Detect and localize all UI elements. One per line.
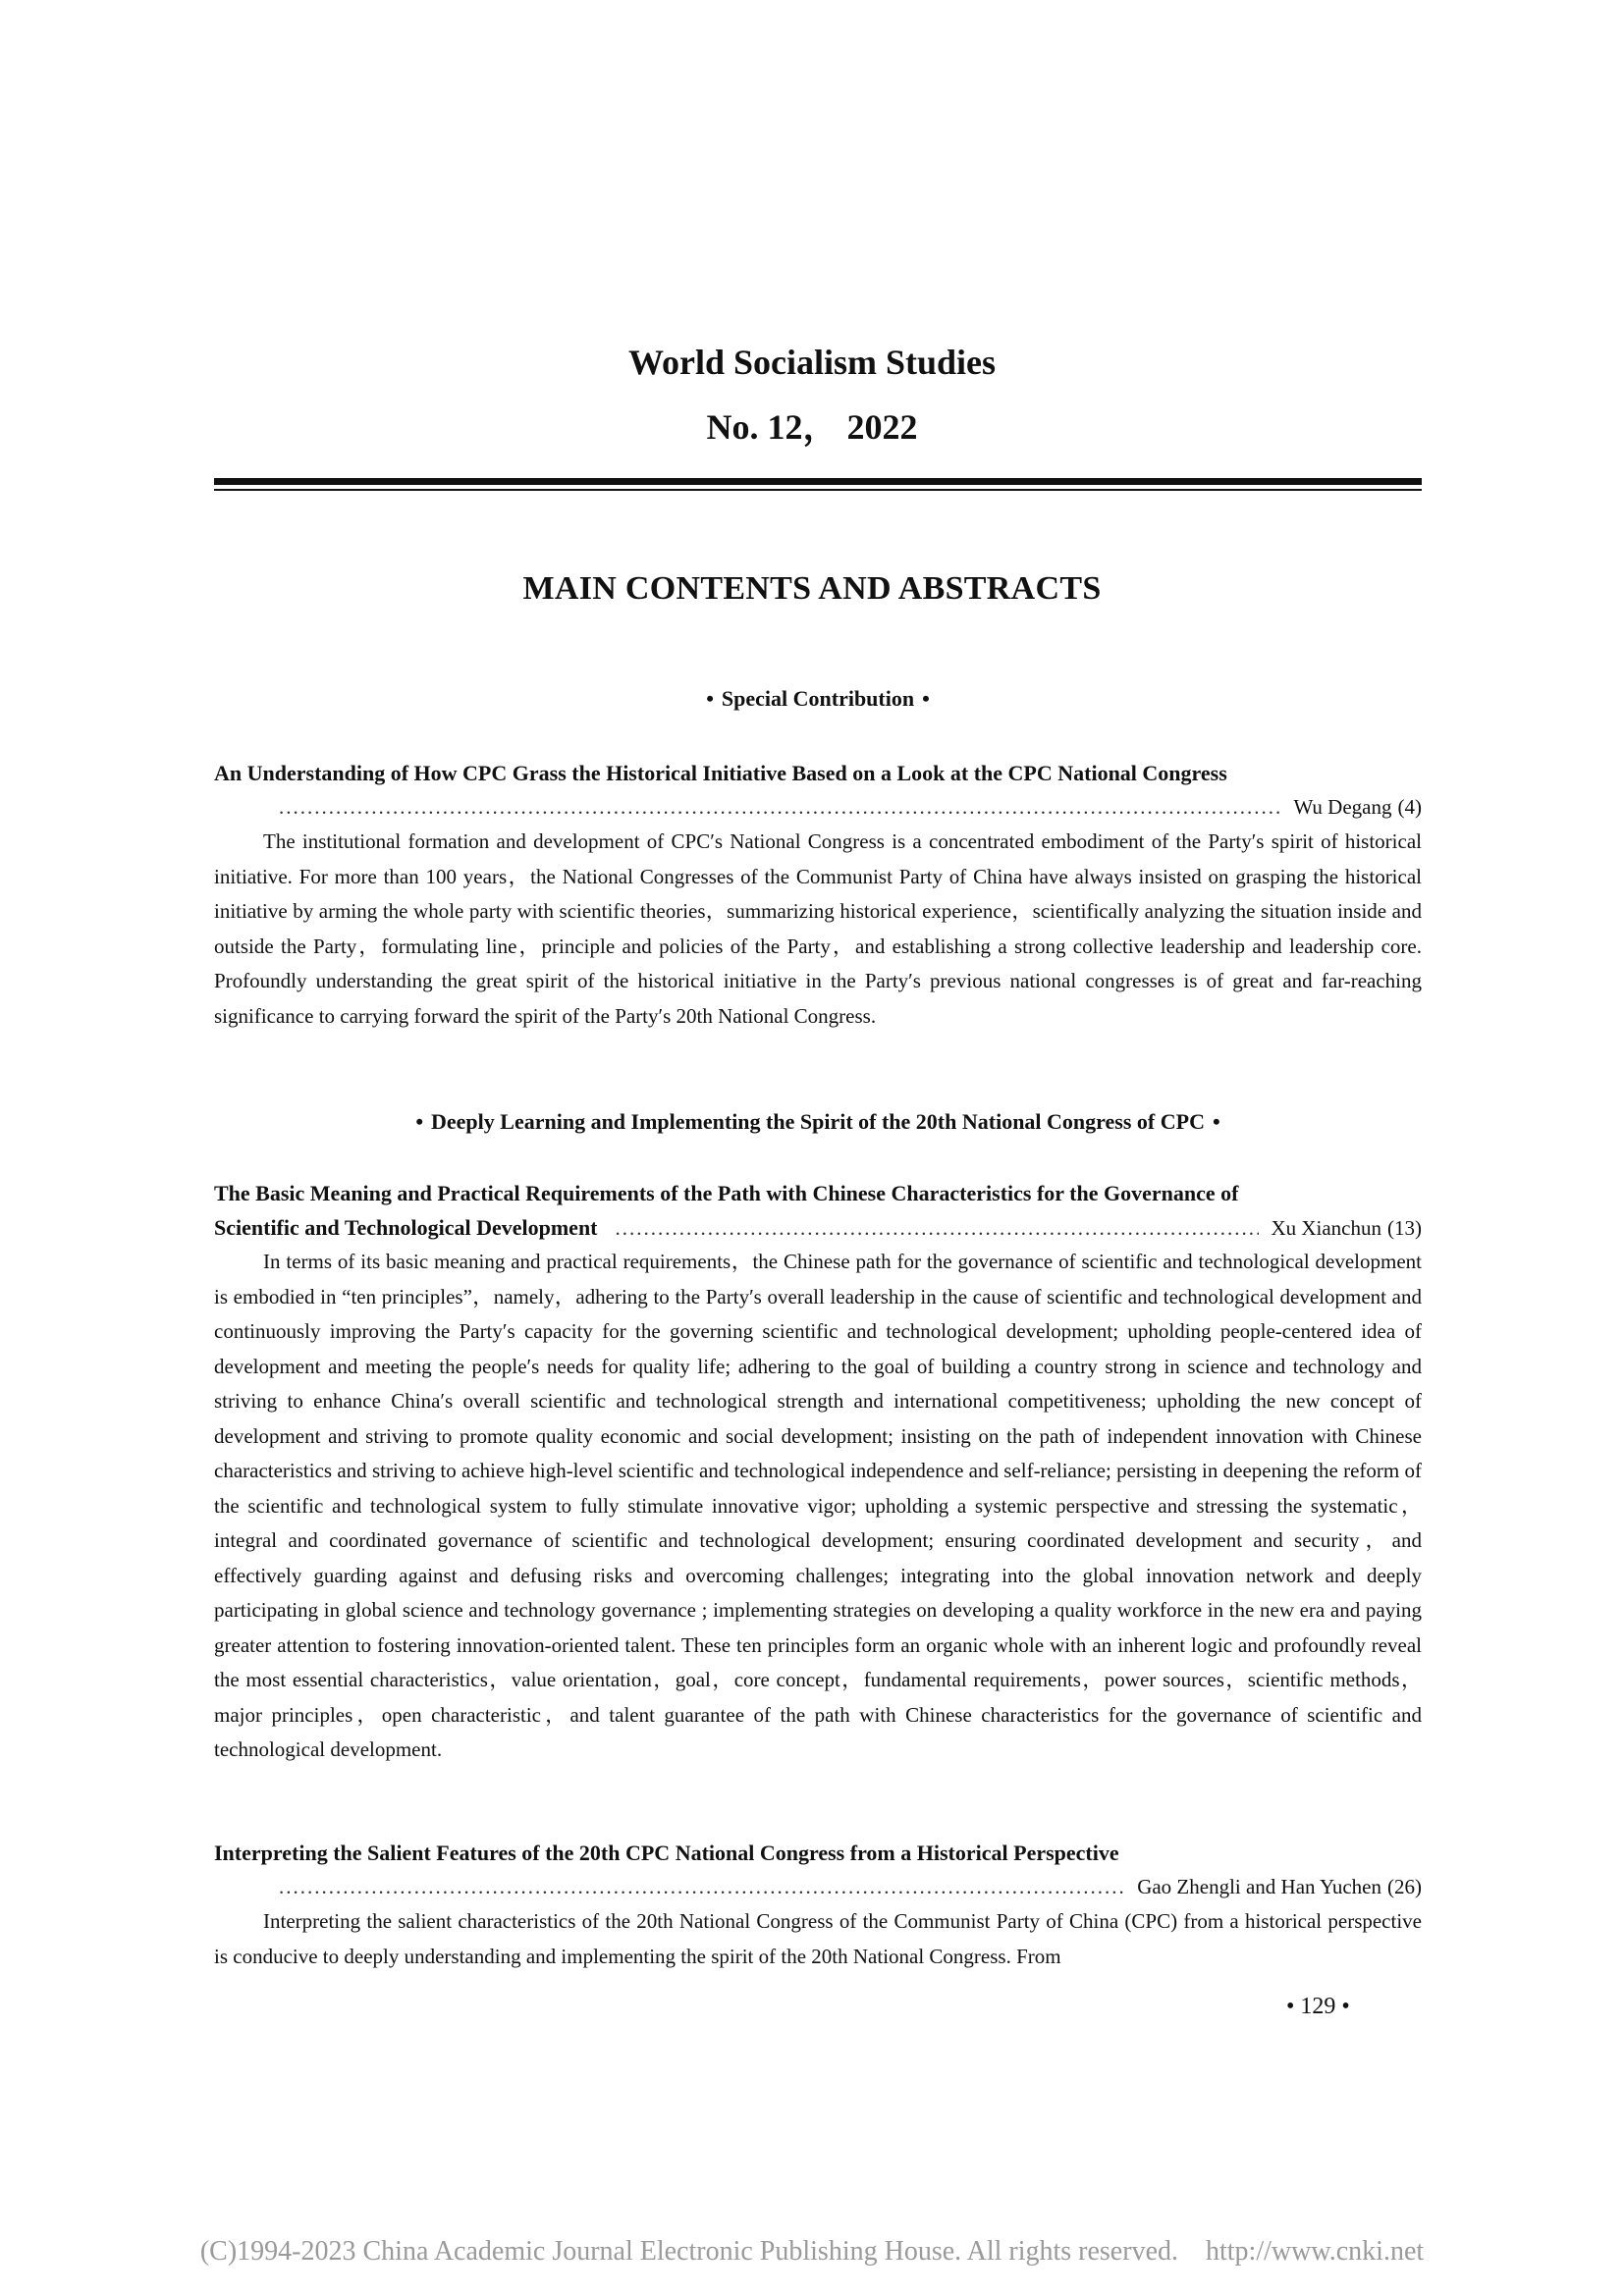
article-author: Gao Zhengli and Han Yuchen — [1137, 1875, 1381, 1898]
article-author: Xu Xianchun — [1271, 1216, 1381, 1240]
article-title: Interpreting the Salient Features of the 20th CPC National Congress from a Historical Perspective — [214, 1841, 1119, 1865]
article-page: (26) — [1387, 1875, 1422, 1898]
article-abstract: In terms of its basic meaning and practical requirements，the Chinese path for the governance of scientific and technological development is embodied in “ten principles”，namely，adhering to the Party′s overall leadership in the cause of scientific and technological development and continuously improving the Party′s capacity for the governing scientific and technological development; upholding people-centered idea of development and meeting the people′s needs for quality life; adhering to the goal of building a country strong in science and technology and striving to enhance China′s overall scientific and technological strength and international competitiveness; upholding the new concept of development and striving to promote quality economic and social development; insisting on the path of independent innovation with Chinese characteristics and striving to achieve high-level scientific and technological independence and self-reliance; persisting in deepening the reform of the scientific and technological system to fully stimulate innovative vigor; upholding a systemic perspective and stressing the systematic，integral and coordinated governance of scientific and technological development; ensuring coordinated development and security，and effectively guarding against and defusing risks and overcoming challenges; integrating into the global innovation network and deeply participating in global science and technology governance ; implementing strategies on developing a quality workforce in the new era and paying greater attention to fostering innovation-oriented talent. These ten principles form an organic whole with an inherent logic and profoundly reveal the most essential characteristics，value orientation，goal，core concept，fundamental requirements，power sources，scientific methods，major principles，open characteristic，and talent guarantee of the path with Chinese characteristics for the governance of scientific and technological development. — [214, 1250, 1422, 1761]
journal-title: World Socialism Studies — [627, 343, 997, 382]
page-number: • 129 • — [1286, 1994, 1350, 2019]
article-leader-line — [214, 1210, 1422, 1246]
footer — [0, 2234, 1624, 2269]
footer-copyright: (C)1994-2023 China Academic Journal Electronic Publishing House. All rights reserved. — [199, 2236, 1178, 2267]
article-leader-line — [279, 1870, 1422, 1904]
bullet-icon: • — [922, 686, 930, 711]
main-title: MAIN CONTENTS AND ABSTRACTS — [522, 570, 1102, 607]
leader-dots — [616, 1211, 1260, 1246]
bullet-icon: • — [415, 1109, 424, 1134]
bullet-icon: • — [1212, 1109, 1220, 1134]
article-abstract: Interpreting the salient characteristics of the 20th National Congress of the Communist Party of China (CPC) from a historical perspective is conducive to deeply understanding and implementing the spirit of the 20th National Congress. From — [214, 1909, 1422, 1968]
bullet-icon: • — [706, 686, 714, 711]
header-rule-thick — [214, 478, 1422, 485]
section-heading-special-contribution — [214, 684, 1422, 714]
section-heading-20th-congress — [214, 1107, 1422, 1137]
article-page: (4) — [1397, 795, 1422, 819]
footer-url[interactable]: http://www.cnki.net — [1206, 2236, 1425, 2267]
section-label: Deeply Learning and Implementing the Spirit of the 20th National Congress of CPC — [431, 1109, 1205, 1134]
article-leader-line — [279, 790, 1422, 825]
article-author: Wu Degang — [1293, 795, 1392, 819]
leader-dots — [279, 1870, 1125, 1904]
article-title: An Understanding of How CPC Grass the Historical Initiative Based on a Look at the CPC National Congress — [214, 761, 1227, 785]
article-title: The Basic Meaning and Practical Requirements of the Path with Chinese Characteristics for the Governance of — [214, 1181, 1239, 1205]
header-rule-thin — [214, 489, 1422, 491]
leader-dots — [279, 790, 1281, 825]
article-page: (13) — [1387, 1216, 1422, 1240]
section-label: Special Contribution — [721, 686, 915, 711]
issue-number: No. 12， 2022 — [706, 407, 918, 447]
article-abstract: The institutional formation and development of CPC′s National Congress is a concentrated embodiment of the Party′s spirit of historical initiative. For more than 100 years，the National Congresses of the Communist Party of China have always insisted on grasping the historical initiative by arming the whole party with scientific theories，summarizing historical experience，scientifically analyzing the situation inside and outside the Party，formulating line，principle and policies of the Party，and establishing a strong collective leadership and leadership core. Profoundly understanding the great spirit of the historical initiative in the Party′s previous national congresses is of great and far-reaching significance to carrying forward the spirit of the Party′s 20th National Congress. — [214, 829, 1422, 1028]
article-title-continued: Scientific and Technological Development — [214, 1215, 598, 1240]
